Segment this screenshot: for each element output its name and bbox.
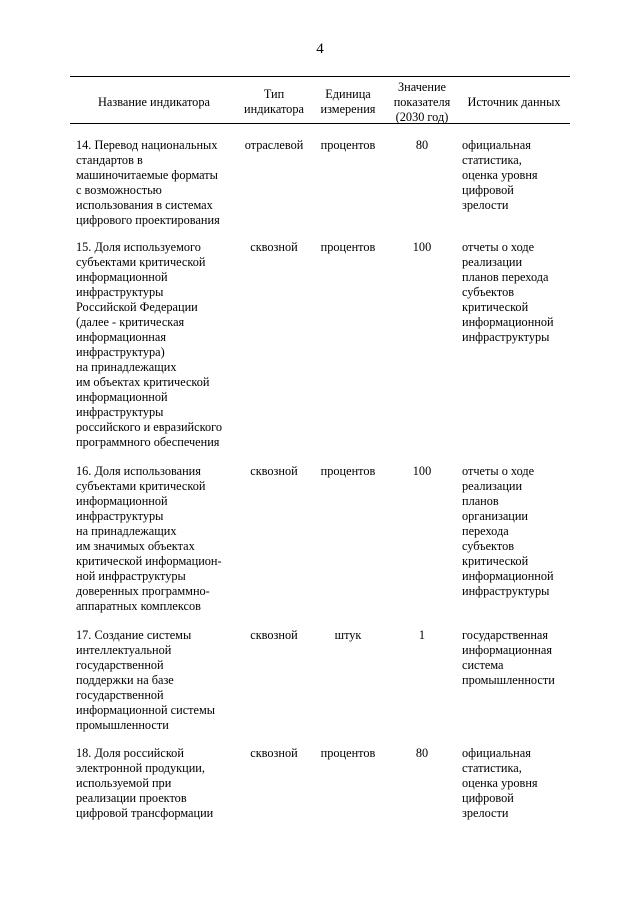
row-source: отчеты о ходе реализации планов перехода субъектов критической информационной инфраструктуры — [462, 240, 554, 344]
table-top-rule — [70, 76, 570, 77]
row-unit: процентов — [320, 746, 376, 760]
row-value: 100 — [412, 240, 432, 254]
row-unit: процентов — [320, 240, 376, 254]
row-name: 14. Перевод национальных стандартов в машиночитаемые форматы с возможностью использования в системах цифрового проектирования — [76, 138, 220, 227]
table-header-rule — [70, 123, 570, 124]
header-source: Источник данных — [467, 95, 561, 109]
row-source: государственная информационная система промышленности — [462, 628, 555, 687]
row-type: сквозной — [250, 240, 298, 254]
header-name: Название индикатора — [98, 95, 210, 109]
row-unit: штук — [334, 628, 362, 642]
row-type: сквозной — [250, 464, 298, 478]
row-value: 100 — [412, 464, 432, 478]
row-name: 16. Доля использования субъектами критической информационной инфраструктуры на принадлежащих им значимых объектах критической информацион- ной инфраструктуры доверенных программно- аппаратных комплексов — [76, 464, 222, 613]
row-source: официальная статистика, оценка уровня цифровой зрелости — [462, 138, 538, 212]
row-unit: процентов — [320, 138, 376, 152]
row-value: 1 — [418, 628, 426, 642]
row-source: отчеты о ходе реализации планов организации перехода субъектов критической информационной инфраструктуры — [462, 464, 554, 598]
header-type: Тип индикатора — [244, 87, 304, 116]
row-value: 80 — [415, 138, 429, 152]
row-name: 17. Создание системы интеллектуальной государственной поддержки на базе государственной информационной системы промышленности — [76, 628, 216, 732]
header-value: Значение показателя (2030 год) — [393, 80, 451, 124]
row-type: отраслевой — [244, 138, 304, 152]
row-source: официальная статистика, оценка уровня цифровой зрелости — [462, 746, 538, 820]
row-name: 15. Доля используемого субъектами критической информационной инфраструктуры Российской Федерации (далее - критическая информационная инфраструктура) на принадлежащих им объектах критической информационной инфраструктуры российского и евразийского программного обеспечения — [76, 240, 222, 449]
row-value: 80 — [415, 746, 429, 760]
row-name: 18. Доля российской электронной продукции, используемой при реализации проектов цифровой трансформации — [76, 746, 214, 820]
page-number: 4 — [316, 41, 324, 57]
header-unit: Единица измерения — [320, 87, 376, 116]
row-unit: процентов — [320, 464, 376, 478]
row-type: сквозной — [250, 628, 298, 642]
row-type: сквозной — [250, 746, 298, 760]
